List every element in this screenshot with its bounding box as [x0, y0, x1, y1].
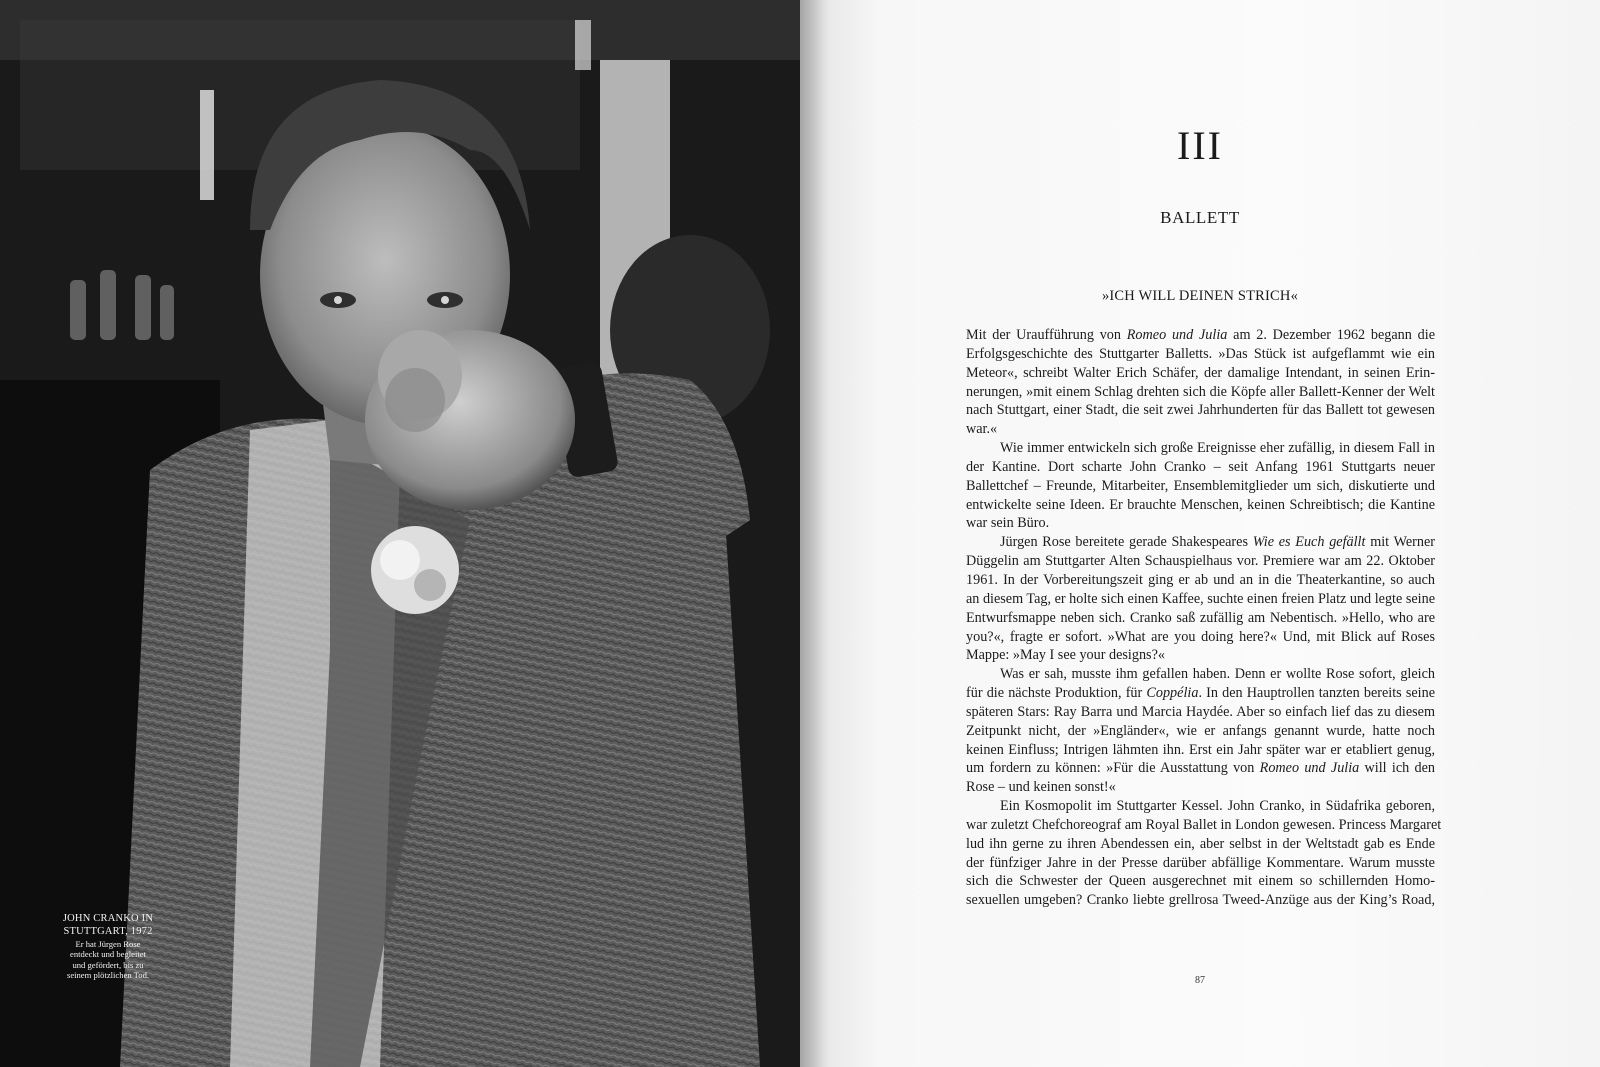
text-line: [966, 345, 1435, 364]
text-segment: war.«: [966, 421, 998, 438]
body-text: [966, 326, 1442, 910]
page-number: 87: [1195, 975, 1205, 986]
caption-text-line: entdeckt und begleitet: [70, 949, 146, 960]
text-segment: Mit der Uraufführung von: [966, 327, 1127, 343]
text-segment: Ein Kosmopolit im Stuttgarter Kessel. John Cranko, in Südafrika geboren,: [1000, 798, 1435, 815]
text-segment: Wie immer entwickeln sich große Ereignisse eher zufällig, in diesem Fall in: [1000, 440, 1435, 457]
text-line: [966, 439, 1435, 458]
text-line: [966, 552, 1435, 571]
text-line: [966, 477, 1435, 496]
text-line: [966, 722, 1435, 741]
caption-title-line: JOHN CRANKO IN: [62, 913, 154, 924]
text-segment: der fünfziger Jahre in der Presse darüber abfällige Kommentare. Warum musste: [966, 854, 1435, 871]
text-segment: Mappe: »May I see your designs?«: [966, 647, 1165, 664]
text-line: [966, 514, 1435, 533]
caption-text-line: seinem plötzlichen Tod.: [66, 970, 150, 981]
text-line: [966, 496, 1435, 515]
text-line: [966, 533, 1435, 552]
text-segment: Ballettchef – Freunde, Mitarbeiter, Ensemblemitglieder um sich, diskutierte und: [966, 477, 1435, 494]
text-line: [966, 401, 1435, 420]
text-segment: Erfolgsgeschichte des Stuttgarter Balletts. »Das Stück ist aufgeflammt wie ein: [966, 345, 1435, 362]
text-segment: entwickelte seine Ideen. Er brauchte Menschen, keinen Schreibtisch; die Kantine: [966, 496, 1435, 513]
text-segment: um fordern zu können: »Für die Ausstattung von: [966, 760, 1260, 777]
text-segment: mit Werner: [1365, 534, 1435, 551]
text-segment: Rose – und keinen sonst!«: [966, 779, 1116, 796]
text-segment: sexuellen umgeben? Cranko liebte grellrosa Tweed-Anzüge aus der King’s Road,: [966, 892, 1435, 909]
caption-title-line: STUTTGART, 1972: [63, 925, 153, 937]
text-line: [966, 364, 1435, 383]
text-line: [966, 835, 1435, 854]
text-line: [966, 326, 1435, 345]
text-line: [966, 797, 1435, 816]
text-segment: Zeitpunkt nicht, der »Engländer«, wie er anfangs genannt wurde, hatte noch: [966, 722, 1435, 739]
text-segment: Jürgen Rose bereitete gerade Shakespeares: [1000, 534, 1253, 551]
text-line: [966, 458, 1435, 477]
text-segment: Düggelin am Stuttgarter Alten Schauspielhaus vor. Premiere war am 22. Oktober: [966, 553, 1435, 570]
text-line: [966, 628, 1435, 647]
text-segment: war sein Büro.: [966, 515, 1050, 532]
text-line: [966, 854, 1435, 873]
text-line: [966, 703, 1435, 722]
text-segment: you?«, fragte er sofort. »What are you doing here?« Und, mit Blick auf Roses: [966, 628, 1435, 645]
text-segment: keinen Einfluss; Intrigen lähmten ihn. Erst ein Jahr später war er etabliert genug,: [966, 741, 1435, 758]
text-segment: nach Stuttgart, einer Stadt, die seit zwei Jahrhunderten für das Ballett tot gewesen: [966, 402, 1435, 419]
chapter-number: III: [1177, 123, 1223, 168]
text-line: [966, 872, 1435, 891]
text-line: [966, 741, 1435, 760]
caption-text-line: Er hat Jürgen Rose: [75, 938, 141, 949]
text-segment: der Kantine. Dort scharte John Cranko – seit Anfang 1961 Stuttgarts neuer: [966, 458, 1435, 475]
text-segment: nerungen, »mit einem Schlag drehten sich die Köpfe aller Ballett-Kenner der Welt: [966, 383, 1435, 400]
section-title: »ICH WILL DEINEN STRICH«: [1101, 288, 1299, 304]
text-segment: Entwurfsmappe neben sich. Cranko saß zufällig am Nebentisch. »Hello, who are: [966, 609, 1435, 626]
text-line: [966, 383, 1435, 402]
caption-text: [52, 939, 164, 981]
text-segment: lud ihn gerne zu ihren Abendessen ein, aber selbst in der Weltstadt gab es Ende: [966, 835, 1435, 852]
text-segment: Was er sah, musste ihm gefallen haben. Denn er wollte Rose sofort, gleich: [1000, 666, 1435, 683]
chapter-title: BALLETT: [1160, 208, 1240, 227]
text-line: [966, 420, 1435, 439]
text-line: [966, 891, 1435, 910]
text-segment: späteren Stars: Ray Barra und Marcia Haydée. Aber so einfach lief das zu diesem: [966, 703, 1435, 720]
italic-title: Romeo und Julia: [1259, 760, 1360, 777]
right-page-text: [800, 0, 1600, 1067]
text-line: [966, 816, 1442, 835]
text-line: [966, 609, 1435, 628]
caption-text-line: und gefördert, bis zu: [72, 959, 144, 970]
text-segment: war zuletzt Chefchoreograf am Royal Ballet in London gewesen. Princess Margaret: [966, 816, 1442, 833]
text-line: [966, 646, 1435, 665]
text-segment: . In den Hauptrollen tanzten bereits seine: [1198, 685, 1435, 702]
text-line: [966, 571, 1435, 590]
text-line: [966, 759, 1435, 778]
text-segment: 1961. In der Vorbereitungszeit ging er ab und an in die Theaterkantine, so auch: [966, 571, 1435, 588]
photo-caption: [52, 913, 164, 981]
text-segment: Meteor«, schreibt Walter Erich Schäfer, der damalige Intendant, in seinen Erin-: [966, 364, 1435, 381]
italic-title: Romeo und Julia: [1126, 327, 1228, 343]
caption-title: [52, 913, 164, 939]
text-line: [966, 778, 1435, 797]
italic-title: Wie es Euch gefällt: [1252, 534, 1366, 551]
text-line: [966, 590, 1435, 609]
text-segment: für die nächste Produktion, für: [966, 685, 1147, 702]
italic-title: Coppélia: [1146, 685, 1199, 702]
text-segment: an diesem Tag, er holte sich einen Kaffee, suchte einen freien Platz und legte seine: [966, 590, 1435, 607]
text-segment: will ich den: [1359, 760, 1435, 777]
text-line: [966, 684, 1435, 703]
text-segment: sich die Schwester der Queen ausgerechnet mit einem so schillernden Homo-: [966, 873, 1435, 890]
text-segment: am 2. Dezember 1962 begann die: [1227, 327, 1435, 343]
text-line: [966, 665, 1435, 684]
